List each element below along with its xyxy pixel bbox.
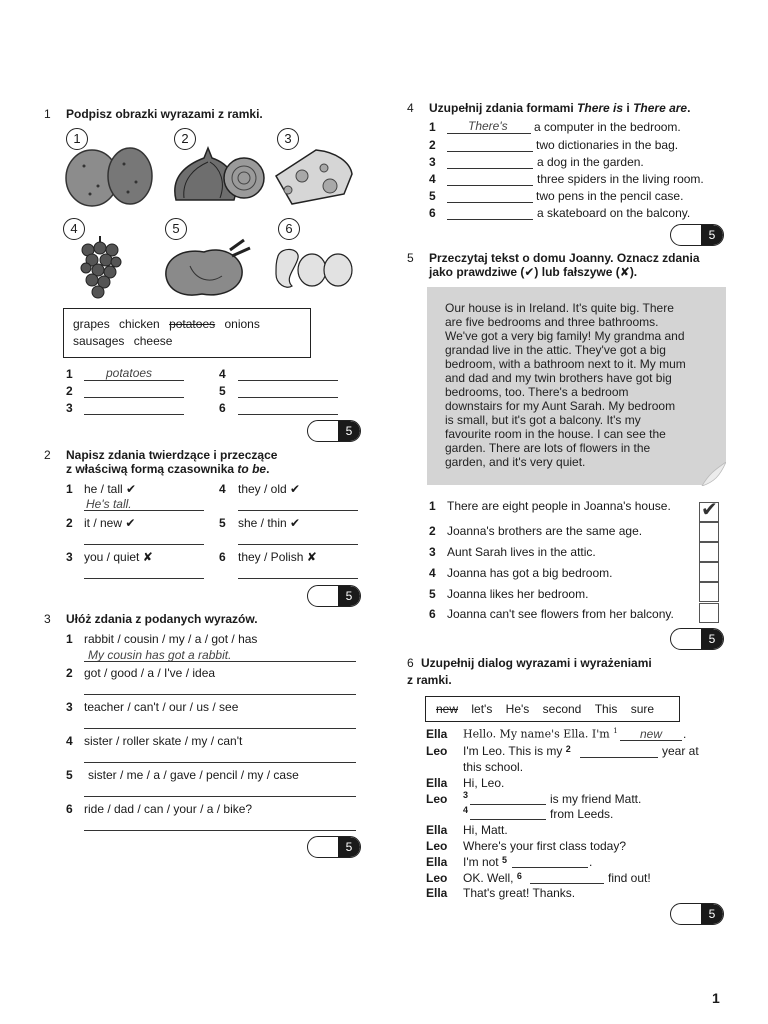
ex3-answer-line-1[interactable] <box>84 661 356 662</box>
ex3-answer-line-4[interactable] <box>84 762 356 763</box>
ex1-instruction: Podpisz obrazki wyrazami z ramki. <box>66 107 263 121</box>
reading-text-line: favourite room in the house. I can see the <box>445 427 666 441</box>
ex3-item-number: 6 <box>66 802 73 816</box>
picture-number-1: 1 <box>66 128 88 150</box>
dialog-line-4b: from Leeds. <box>550 807 614 821</box>
ex1-answer-line-1[interactable] <box>84 380 184 381</box>
ex3-prompt-4: sister / roller skate / my / can't <box>84 734 243 748</box>
reading-text-line: garden, and it's very quiet. <box>445 455 586 469</box>
cheese-icon <box>272 146 356 208</box>
ex6-instruction-line1: Uzupełnij dialog wyrazami i wyrażeniami <box>421 656 652 670</box>
ex1-answer-number: 6 <box>219 401 226 415</box>
ex5-checkbox-4[interactable] <box>699 562 719 582</box>
ex3-prompt-1: rabbit / cousin / my / a / got / has <box>84 632 258 646</box>
dialog-line-5: Hi, Matt. <box>463 823 508 837</box>
dialog-speaker: Ella <box>426 727 448 741</box>
ex3-score: 5 <box>338 837 360 857</box>
ex2-number: 2 <box>44 448 51 462</box>
picture-number-5: 5 <box>165 218 187 240</box>
reading-text-line: and dad and my twin brothers have got big <box>445 371 672 385</box>
ex1-word-box <box>63 308 311 358</box>
reading-text-line: grandad live in the attic. They've got a big <box>445 343 666 357</box>
dialog-sup: 3 <box>463 790 469 800</box>
reading-text-line: are five bedrooms and three bathrooms. <box>445 315 659 329</box>
dialog-line-8-end: find out! <box>608 871 651 885</box>
dialog-speaker: Ella <box>426 823 448 837</box>
page-number: 1 <box>712 990 720 1006</box>
dialog-punct: . <box>589 855 593 869</box>
ex5-number: 5 <box>407 251 414 265</box>
ex2-item-number: 2 <box>66 516 73 530</box>
chicken-icon <box>160 236 256 300</box>
ex4-instruction: Uzupełnij zdania formami There is i There are. <box>429 101 691 115</box>
ex2-score-box <box>307 585 361 607</box>
ex5-instruction-line1: Przeczytaj tekst o domu Joanny. Oznacz zdania <box>429 251 700 265</box>
ex2-item-number: 3 <box>66 550 73 564</box>
onions-icon <box>170 146 266 208</box>
page-curl-icon <box>696 462 726 486</box>
picture-number-6: 6 <box>278 218 300 240</box>
grapes-icon <box>76 234 122 300</box>
ex5-statement-5: Joanna likes her bedroom. <box>447 587 589 601</box>
ex2-answer-line-5[interactable] <box>238 544 358 545</box>
ex3-answer-line-6[interactable] <box>84 830 356 831</box>
ex2-answer-1: He's tall. <box>86 497 132 511</box>
ex2-item-number: 4 <box>219 482 226 496</box>
ex4-answer-line-4[interactable] <box>447 185 533 186</box>
ex5-score-box <box>670 628 724 650</box>
ex3-item-number: 3 <box>66 700 73 714</box>
ex2-answer-line-3[interactable] <box>84 578 204 579</box>
ex5-item-number: 1 <box>429 499 436 513</box>
ex3-answer-line-3[interactable] <box>84 728 356 729</box>
box-word-hes: He's <box>505 702 530 716</box>
ex4-score-box <box>670 224 724 246</box>
box-word-second: second <box>542 702 582 716</box>
ex1-answer-number: 4 <box>219 367 226 381</box>
dialog-speaker: Ella <box>426 776 448 790</box>
dialog-answer-1: new <box>640 727 663 741</box>
ex1-answer-line-5[interactable] <box>238 397 338 398</box>
ex6-number: 6 <box>407 656 414 670</box>
ex3-score-box <box>307 836 361 858</box>
ex5-statement-6: Joanna can't see flowers from her balcony. <box>447 607 674 621</box>
dialog-line-8: OK. Well, $^6$ <box>463 871 522 885</box>
ex1-answer-line-6[interactable] <box>238 414 338 415</box>
dialog-speaker: Ella <box>426 886 448 900</box>
ex4-answer-line-5[interactable] <box>447 202 533 203</box>
ex6-word-box <box>425 696 680 722</box>
dialog-line-2-end: year at <box>662 744 699 758</box>
dialog-line-7: I'm not $^5$ <box>463 855 507 869</box>
ex2-instruction-line2: z właściwą formą czasownika to be. <box>66 462 270 476</box>
ex5-checkbox-3[interactable] <box>699 542 719 562</box>
ex5-score: 5 <box>701 629 723 649</box>
ex5-statement-2: Joanna's brothers are the same age. <box>447 524 643 538</box>
reading-text-line: is small, but it's got a balcony. It's my <box>445 413 641 427</box>
ex2-item-number: 1 <box>66 482 73 496</box>
ex3-number: 3 <box>44 612 51 626</box>
box-word-onions: onions <box>224 317 260 331</box>
ex4-item-number: 2 <box>429 138 436 152</box>
ex5-item-number: 3 <box>429 545 436 559</box>
ex2-instruction-line1: Napisz zdania twierdzące i przeczące <box>66 448 278 462</box>
ex2-item-number: 6 <box>219 550 226 564</box>
dialog-line-9: That's great! Thanks. <box>463 886 576 900</box>
picture-number-3: 3 <box>277 128 299 150</box>
ex4-item-number: 1 <box>429 120 436 134</box>
dialog-line-3: Hi, Leo. <box>463 776 505 790</box>
dialog-line-1: Hello. My name's Ella. I'm $^1$ <box>463 727 618 741</box>
dialog-speaker: Ella <box>426 855 448 869</box>
ex4-item-number: 4 <box>429 172 436 186</box>
dialog-speaker: Leo <box>426 871 448 885</box>
ex5-checkbox-5[interactable] <box>699 582 719 602</box>
reading-text-line: We've got a very big family! My grandma and <box>445 329 685 343</box>
dialog-line-2: I'm Leo. This is my $^2$ <box>463 744 571 758</box>
dialog-sup: 4 <box>463 805 469 815</box>
ex1-answer-number: 3 <box>66 401 73 415</box>
ex4-sentence-2: two dictionaries in the bag. <box>536 138 679 152</box>
ex3-instruction: Ułóż zdania z podanych wyrazów. <box>66 612 258 626</box>
ex3-item-number: 1 <box>66 632 73 646</box>
ex1-answer-line-2[interactable] <box>84 397 184 398</box>
ex1-answer-line-3[interactable] <box>84 414 184 415</box>
ex2-prompt-1: he / tall ✔ <box>84 482 137 496</box>
ex5-statement-3: Aunt Sarah lives in the attic. <box>447 545 596 559</box>
ex4-sentence-3: a dog in the garden. <box>537 155 644 169</box>
ex3-answer-line-2[interactable] <box>84 694 356 695</box>
ex4-item-number: 3 <box>429 155 436 169</box>
ex5-checkbox-6[interactable] <box>699 603 719 623</box>
ex3-item-number: 2 <box>66 666 73 680</box>
ex5-item-number: 5 <box>429 587 436 601</box>
ex4-answer-line-3[interactable] <box>447 168 533 169</box>
reading-text-line: Our house is in Ireland. It's quite big. There <box>445 301 674 315</box>
ex4-number: 4 <box>407 101 414 115</box>
ex1-answer-number: 1 <box>66 367 73 381</box>
ex4-answer-1: There's <box>468 119 508 133</box>
box-word-lets: let's <box>471 702 493 716</box>
ex3-prompt-3: teacher / can't / our / us / see <box>84 700 239 714</box>
dialog-line-2-cont: this school. <box>463 760 524 774</box>
ex5-checkbox-2[interactable] <box>699 522 719 542</box>
box-word-new: new <box>436 702 459 716</box>
ex4-item-number: 6 <box>429 206 436 220</box>
check-mark-icon: ✔ <box>701 499 718 521</box>
box-word-potatoes: potatoes <box>169 317 216 331</box>
ex4-sentence-1: a computer in the bedroom. <box>534 120 681 134</box>
dialog-line-6: Where's your first class today? <box>463 839 627 853</box>
ex2-answer-line-6[interactable] <box>238 578 358 579</box>
box-word-chicken: chicken <box>119 317 160 331</box>
ex2-prompt-5: she / thin ✔ <box>238 516 301 530</box>
dialog-line-4: is my friend Matt. <box>550 792 642 806</box>
ex1-number: 1 <box>44 107 51 121</box>
ex2-prompt-6: they / Polish ✘ <box>238 550 317 564</box>
ex2-answer-line-4[interactable] <box>238 510 358 511</box>
box-word-sausages: sausages <box>73 334 125 348</box>
ex5-statement-4: Joanna has got a big bedroom. <box>447 566 613 580</box>
ex1-answer-number: 5 <box>219 384 226 398</box>
ex1-score: 5 <box>338 421 360 441</box>
ex3-prompt-2: got / good / a / I've / idea <box>84 666 216 680</box>
potatoes-icon <box>64 146 158 208</box>
dialog-blank-2[interactable] <box>580 757 658 758</box>
ex1-answer-line-4[interactable] <box>238 380 338 381</box>
ex4-item-number: 5 <box>429 189 436 203</box>
ex4-sentence-4: three spiders in the living room. <box>537 172 704 186</box>
dialog-blank-5[interactable] <box>512 867 588 868</box>
box-word-this: This <box>594 702 618 716</box>
ex5-checkbox-1[interactable] <box>699 499 719 522</box>
box-word-grapes: grapes <box>73 317 110 331</box>
ex5-item-number: 4 <box>429 566 436 580</box>
ex2-prompt-4: they / old ✔ <box>238 482 301 496</box>
reading-text-line: bedroom, with a bathroom next to it. My mum <box>445 357 686 371</box>
ex3-item-number: 4 <box>66 734 73 748</box>
ex5-instruction-line2: jako prawdziwe (✔) lub fałszywe (✘). <box>429 265 638 279</box>
ex5-item-number: 6 <box>429 607 436 621</box>
ex2-score: 5 <box>338 586 360 606</box>
ex4-sentence-5: two pens in the pencil case. <box>536 189 684 203</box>
ex2-prompt-3: you / quiet ✘ <box>84 550 153 564</box>
box-word-sure: sure <box>630 702 655 716</box>
ex4-sentence-6: a skateboard on the balcony. <box>537 206 691 220</box>
picture-number-2: 2 <box>174 128 196 150</box>
dialog-blank-4[interactable] <box>470 819 546 820</box>
dialog-blank-6[interactable] <box>530 883 604 884</box>
dialog-speaker: Leo <box>426 792 448 806</box>
box-word-cheese: cheese <box>133 334 173 348</box>
ex4-answer-line-1[interactable] <box>447 133 531 134</box>
dialog-speaker: Leo <box>426 839 448 853</box>
reading-text-line: downstairs for my Aunt Sarah. My bedroom <box>445 399 676 413</box>
ex1-score-box <box>307 420 361 442</box>
ex4-answer-line-2[interactable] <box>447 151 533 152</box>
ex2-prompt-2: it / new ✔ <box>84 516 136 530</box>
ex4-score: 5 <box>701 225 723 245</box>
ex3-prompt-6: ride / dad / can / your / a / bike? <box>84 802 253 816</box>
ex6-score-box <box>670 903 724 925</box>
ex3-answer-1: My cousin has got a rabbit. <box>88 648 232 662</box>
reading-text-line: garden. There are lots of flowers in the <box>445 441 651 455</box>
ex3-item-number: 5 <box>66 768 73 782</box>
picture-number-4: 4 <box>63 218 85 240</box>
ex1-answer-number: 2 <box>66 384 73 398</box>
ex6-score: 5 <box>701 904 723 924</box>
ex3-prompt-5: sister / me / a / gave / pencil / my / case <box>88 768 299 782</box>
reading-text-box <box>427 287 726 485</box>
ex5-item-number: 2 <box>429 524 436 538</box>
sausages-icon <box>272 244 356 292</box>
ex4-answer-line-6[interactable] <box>447 219 533 220</box>
ex2-answer-line-1[interactable] <box>84 510 204 511</box>
ex6-instruction-line2: z ramki. <box>407 673 452 687</box>
ex1-answer-1: potatoes <box>106 366 153 380</box>
ex2-answer-line-2[interactable] <box>84 544 204 545</box>
dialog-speaker: Leo <box>426 744 448 758</box>
ex5-statement-1: There are eight people in Joanna's house. <box>447 499 671 513</box>
dialog-blank-3[interactable] <box>470 804 546 805</box>
ex3-answer-line-5[interactable] <box>84 796 356 797</box>
dialog-punct: . <box>683 727 687 741</box>
ex2-item-number: 5 <box>219 516 226 530</box>
reading-text-line: bedrooms, too. There's a bedroom <box>445 385 629 399</box>
